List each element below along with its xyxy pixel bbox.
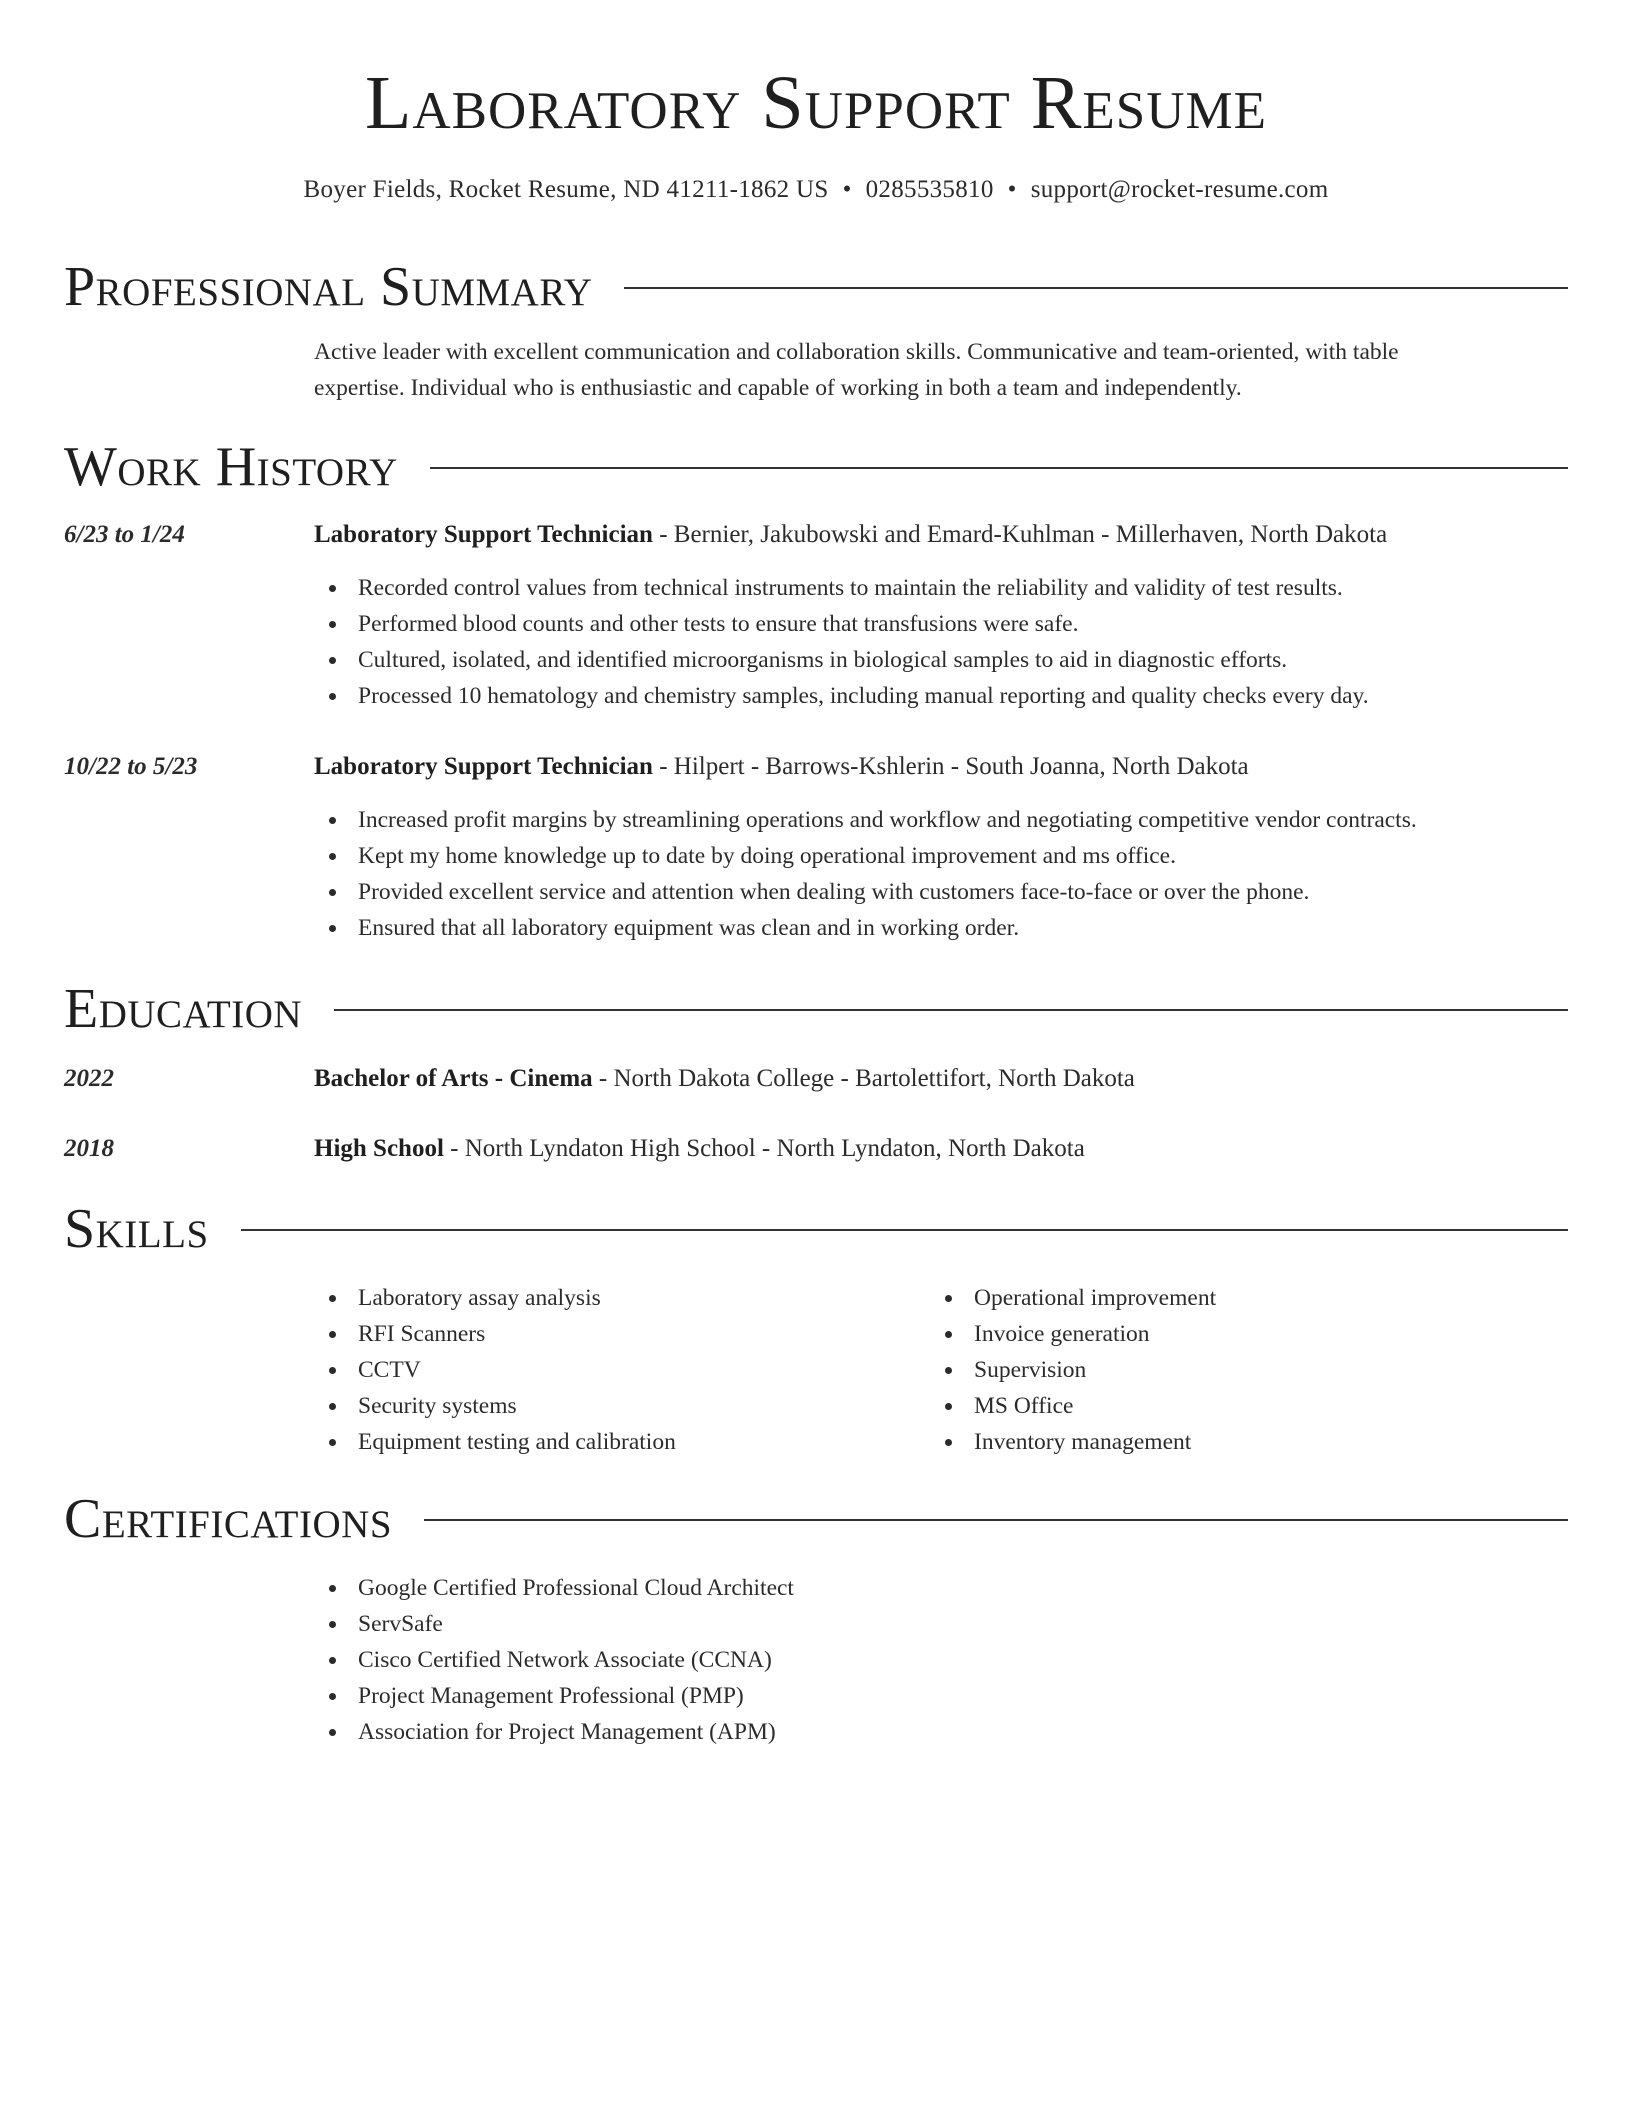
job-details: - Bernier, Jakubowski and Emard-Kuhlman - Millerhaven, North Dakota xyxy=(652,521,1388,548)
summary-line: expertise. Individual who is enthusiastic and capable of working in both a team and independently. xyxy=(314,375,1242,401)
work-title: Work History xyxy=(64,436,398,498)
summary-title: Professional Summary xyxy=(64,256,593,318)
skill-item: Equipment testing and calibration xyxy=(314,1424,676,1460)
education-year: 2022 xyxy=(64,1065,114,1092)
contact-phone: 0285535810 xyxy=(865,176,994,203)
skill-item: Supervision xyxy=(930,1352,1216,1388)
work-dates: 10/22 to 5/23 xyxy=(64,753,198,780)
list-item: Cultured, isolated, and identified microorganisms in biological samples to aid in diagnostic efforts. xyxy=(314,642,1369,678)
contact-separator: • xyxy=(842,176,852,203)
section-divider xyxy=(424,1519,1568,1521)
skill-item: MS Office xyxy=(930,1388,1216,1424)
skill-item: Laboratory assay analysis xyxy=(314,1280,676,1316)
degree: Bachelor of Arts - Cinema xyxy=(314,1065,593,1092)
list-item: Kept my home knowledge up to date by doing operational improvement and ms office. xyxy=(314,838,1417,874)
list-item: Performed blood counts and other tests to ensure that transfusions were safe. xyxy=(314,606,1369,642)
certification-item: Google Certified Professional Cloud Architect xyxy=(314,1570,794,1606)
certification-item: Project Management Professional (PMP) xyxy=(314,1678,794,1714)
skill-item: RFI Scanners xyxy=(314,1316,676,1352)
work-bullets xyxy=(314,570,1369,714)
skill-item: Inventory management xyxy=(930,1424,1216,1460)
certification-item: ServSafe xyxy=(314,1606,794,1642)
job-title: Laboratory Support Technician xyxy=(314,521,653,548)
contact-email: support@rocket-resume.com xyxy=(1030,176,1329,203)
certifications-section-header xyxy=(64,1486,1568,1552)
education-section-header xyxy=(64,976,1568,1042)
skill-item: CCTV xyxy=(314,1352,676,1388)
work-heading xyxy=(314,750,1568,784)
skills-title: Skills xyxy=(64,1198,209,1260)
degree: High School xyxy=(314,1135,444,1162)
education-year: 2018 xyxy=(64,1135,114,1162)
section-divider xyxy=(334,1009,1568,1011)
education-details: - North Lyndaton High School - North Lyndaton, North Dakota xyxy=(443,1135,1085,1162)
summary-line: Active leader with excellent communication and collaboration skills. Communicative and team-oriented, with table xyxy=(314,339,1399,365)
certification-item: Cisco Certified Network Associate (CCNA) xyxy=(314,1642,794,1678)
skill-item: Operational improvement xyxy=(930,1280,1216,1316)
certifications-list xyxy=(314,1570,794,1750)
work-bullets xyxy=(314,802,1417,946)
job-details: - Hilpert - Barrows-Kshlerin - South Joanna, North Dakota xyxy=(652,753,1249,780)
list-item: Provided excellent service and attention when dealing with customers face-to-face or over the phone. xyxy=(314,874,1417,910)
skill-item: Invoice generation xyxy=(930,1316,1216,1352)
list-item: Processed 10 hematology and chemistry samples, including manual reporting and quality checks every day. xyxy=(314,678,1369,714)
work-heading xyxy=(314,518,1568,552)
contact-line xyxy=(0,174,1632,206)
certification-item: Association for Project Management (APM) xyxy=(314,1714,794,1750)
education-title: Education xyxy=(64,978,303,1040)
section-divider xyxy=(241,1229,1568,1231)
skills-list-left xyxy=(314,1280,676,1460)
resume-name: Laboratory Support Resume xyxy=(364,61,1268,145)
work-section-header xyxy=(64,434,1568,500)
summary-section-header xyxy=(64,254,1568,320)
skills-section-header xyxy=(64,1196,1568,1262)
education-details: - North Dakota College - Bartolettifort, North Dakota xyxy=(592,1065,1135,1092)
education-heading xyxy=(314,1062,1568,1096)
contact-separator: • xyxy=(1007,176,1017,203)
section-divider xyxy=(624,287,1568,289)
list-item: Ensured that all laboratory equipment was clean and in working order. xyxy=(314,910,1417,946)
summary-text xyxy=(314,334,1514,406)
skills-list-right xyxy=(930,1280,1216,1460)
list-item: Recorded control values from technical instruments to maintain the reliability and validity of test results. xyxy=(314,570,1369,606)
work-dates: 6/23 to 1/24 xyxy=(64,521,185,548)
skill-item: Security systems xyxy=(314,1388,676,1424)
certifications-title: Certifications xyxy=(64,1488,393,1550)
job-title: Laboratory Support Technician xyxy=(314,753,653,780)
list-item: Increased profit margins by streamlining operations and workflow and negotiating competitive vendor contracts. xyxy=(314,802,1417,838)
section-divider xyxy=(430,467,1568,469)
education-heading xyxy=(314,1132,1568,1166)
contact-address: Boyer Fields, Rocket Resume, ND 41211-1862 US xyxy=(303,176,829,203)
